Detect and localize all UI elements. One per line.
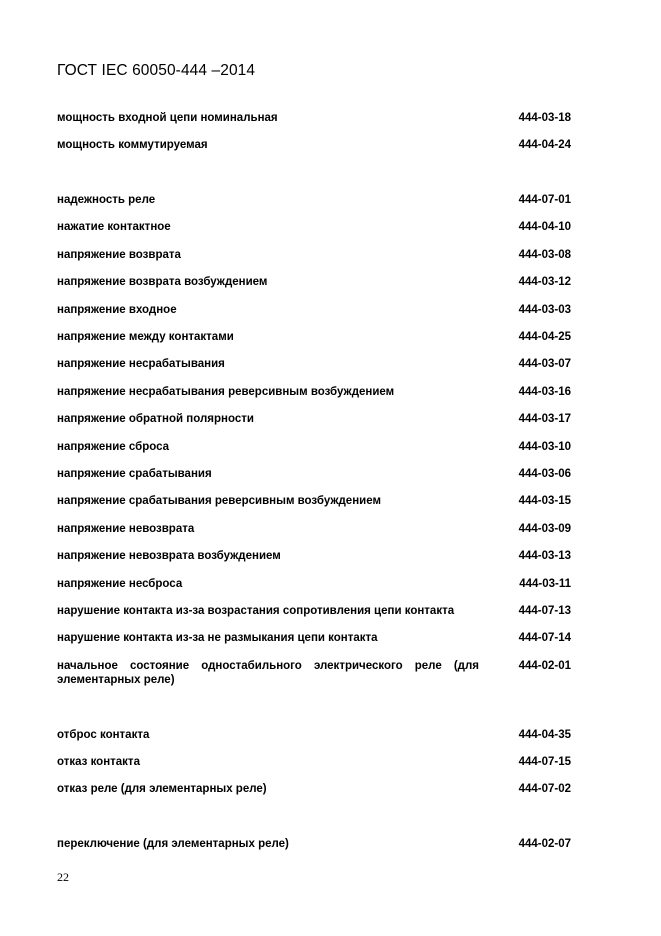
index-term: напряжение срабатывания реверсивным возбуждением bbox=[57, 495, 381, 507]
index-term: мощность коммутируемая bbox=[57, 139, 208, 151]
index-term: мощность входной цепи номинальная bbox=[57, 112, 278, 124]
index-entry bbox=[57, 631, 571, 645]
index-code: 444-03-09 bbox=[518, 523, 571, 535]
index-code: 444-03-13 bbox=[518, 550, 571, 562]
index-term: отказ контакта bbox=[57, 756, 140, 768]
index-code: 444-04-24 bbox=[518, 139, 571, 151]
index-code: 444-03-03 bbox=[518, 304, 571, 316]
index-code: 444-03-16 bbox=[518, 386, 571, 398]
page-number: 22 bbox=[57, 870, 69, 884]
index-entry bbox=[57, 111, 571, 125]
index-term: напряжение возврата bbox=[57, 249, 181, 261]
index-code: 444-04-25 bbox=[518, 331, 571, 343]
index-code: 444-02-07 bbox=[518, 838, 571, 850]
index-entry bbox=[57, 138, 571, 152]
index-code: 444-07-14 bbox=[518, 632, 571, 644]
index-code: 444-04-35 bbox=[518, 729, 571, 741]
index-term: нарушение контакта из-за возрастания сопротивления цепи контакта bbox=[57, 605, 455, 617]
index-code: 444-03-12 bbox=[518, 276, 571, 288]
index-entry bbox=[57, 755, 571, 769]
index-code: 444-03-17 bbox=[518, 413, 571, 425]
index-entry bbox=[57, 193, 571, 207]
index-entry bbox=[57, 467, 571, 481]
index-code: 444-07-13 bbox=[518, 605, 571, 617]
index-code: 444-03-07 bbox=[518, 358, 571, 370]
index-code: 444-07-15 bbox=[518, 756, 571, 768]
index-term: напряжение невозврата возбуждением bbox=[57, 550, 281, 562]
index-term: отброс контакта bbox=[57, 729, 150, 741]
index-code: 444-03-06 bbox=[518, 468, 571, 480]
index-term: напряжение возврата возбуждением bbox=[57, 276, 268, 288]
index-term: напряжение входное bbox=[57, 304, 177, 316]
index-entry bbox=[57, 412, 571, 426]
index-term: напряжение несброса bbox=[57, 578, 183, 590]
index-term: напряжение несрабатывания реверсивным возбуждением bbox=[57, 386, 395, 398]
index-code: 444-04-10 bbox=[518, 221, 571, 233]
index-term: начальное состояние одностабильного электрического реле (для элементарных реле) bbox=[57, 660, 479, 686]
index-term: напряжение сброса bbox=[57, 441, 170, 453]
index-term: переключение (для элементарных реле) bbox=[57, 838, 289, 850]
index-entry bbox=[57, 275, 571, 289]
index-code: 444-07-02 bbox=[518, 783, 571, 795]
index-entry bbox=[57, 522, 571, 536]
index-code: 444-02-01 bbox=[518, 660, 571, 672]
index-term: напряжение между контактами bbox=[57, 331, 234, 343]
index-term: нарушение контакта из-за не размыкания цепи контакта bbox=[57, 632, 378, 644]
index-entry bbox=[57, 604, 571, 618]
index-term: отказ реле (для элементарных реле) bbox=[57, 783, 267, 795]
index-entry bbox=[57, 357, 571, 371]
index-entry bbox=[57, 220, 571, 234]
index-entry bbox=[57, 385, 571, 399]
index-term: напряжение невозврата bbox=[57, 523, 195, 535]
index-code: 444-03-18 bbox=[518, 112, 571, 124]
index-entry bbox=[57, 248, 571, 262]
index-entry bbox=[57, 440, 571, 454]
index-term: напряжение срабатывания bbox=[57, 468, 212, 480]
index-entry bbox=[57, 494, 571, 508]
index-term: напряжение несрабатывания bbox=[57, 358, 225, 370]
index-term: нажатие контактное bbox=[57, 221, 171, 233]
index-code: 444-03-08 bbox=[518, 249, 571, 261]
index-entry bbox=[57, 330, 571, 344]
index-code: 444-07-01 bbox=[518, 194, 571, 206]
index-entry bbox=[57, 659, 571, 687]
index-code: 444-03-11 bbox=[519, 578, 571, 590]
document-header: ГОСТ IEC 60050-444 –2014 bbox=[57, 62, 256, 79]
index-entry bbox=[57, 577, 571, 591]
index-entry bbox=[57, 728, 571, 742]
index-entry bbox=[57, 303, 571, 317]
index-entry bbox=[57, 782, 571, 796]
index-code: 444-03-10 bbox=[518, 441, 571, 453]
index-entry bbox=[57, 549, 571, 563]
index-entry bbox=[57, 837, 571, 851]
index-term: надежность реле bbox=[57, 194, 156, 206]
index-code: 444-03-15 bbox=[518, 495, 571, 507]
index-term: напряжение обратной полярности bbox=[57, 413, 254, 425]
